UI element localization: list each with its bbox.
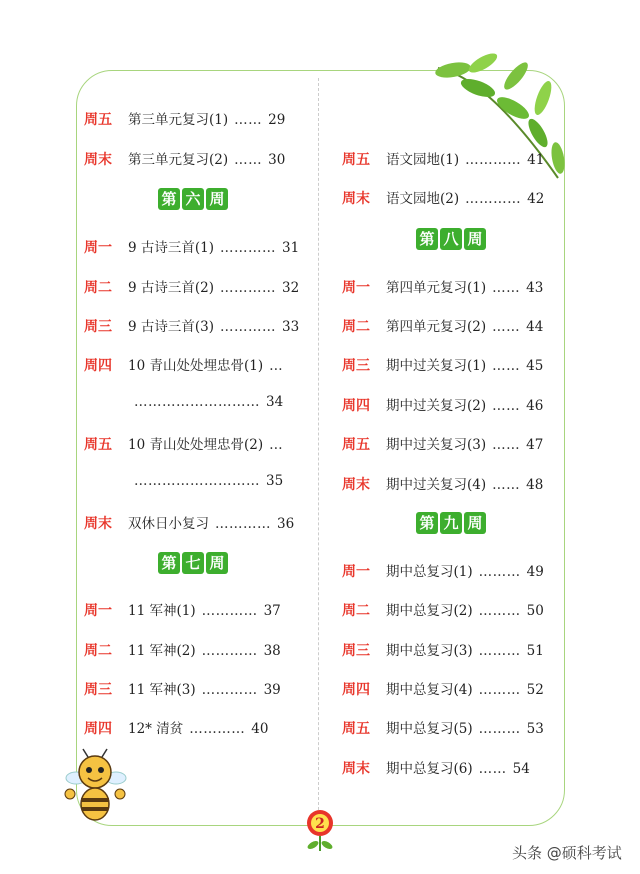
toc-entry[interactable] (342, 717, 544, 738)
column-divider (318, 78, 319, 810)
leader-dots: …… (492, 319, 521, 335)
entry-title: 期中总复习(4) (386, 682, 473, 698)
week-9-heading (416, 512, 486, 534)
entry-title: 10 青山处处埋忠骨(2) (128, 437, 264, 453)
day-label: 周四 (84, 721, 112, 737)
day-label: 周三 (84, 682, 112, 698)
day-label: 周三 (342, 358, 370, 374)
toc-entry[interactable] (342, 599, 544, 620)
day-label: 周末 (342, 761, 370, 777)
day-label: 周末 (84, 516, 112, 532)
leader-dots: …… (492, 358, 521, 374)
toc-entry[interactable] (342, 433, 543, 454)
week-6-heading (158, 188, 228, 210)
page-ref: 42 (527, 191, 545, 207)
week-char: 周 (206, 188, 228, 210)
toc-entry[interactable] (84, 639, 281, 660)
entry-title: 11 军神(3) (128, 682, 196, 698)
leader-dots: ……… (478, 564, 521, 580)
week-char: 六 (182, 188, 204, 210)
page-ref: 51 (526, 643, 544, 659)
page-ref: 49 (526, 564, 544, 580)
toc-entry[interactable] (342, 678, 544, 699)
entry-title: 9 古诗三首(2) (128, 280, 215, 296)
page-ref: 37 (263, 603, 281, 619)
page-ref: 47 (526, 437, 544, 453)
day-label: 周四 (342, 398, 370, 414)
page-ref: 35 (266, 473, 284, 489)
day-label: 周二 (342, 603, 370, 619)
entry-title: 期中总复习(6) (386, 761, 473, 777)
toc-entry[interactable] (84, 599, 281, 620)
page-ref: 31 (282, 240, 300, 256)
entry-title: 第四单元复习(1) (386, 280, 487, 296)
toc-entry[interactable] (84, 354, 289, 375)
leader-dots: ………… (220, 319, 277, 335)
toc-entry[interactable] (84, 512, 294, 533)
day-label: 周二 (342, 319, 370, 335)
week-char: 周 (464, 512, 486, 534)
leader-dots: ……………………… (134, 473, 260, 489)
leader-dots: ………… (215, 516, 271, 532)
day-label: 周五 (342, 152, 370, 168)
page-ref: 36 (277, 516, 295, 532)
entry-title: 第三单元复习(2) (128, 152, 229, 168)
toc-entry[interactable] (84, 236, 299, 257)
toc-entry[interactable] (84, 148, 285, 169)
page-ref: 41 (527, 152, 545, 168)
leader-dots: …… (492, 398, 521, 414)
leader-dots: ……… (478, 721, 521, 737)
leader-dots: ……… (478, 603, 521, 619)
week-char: 第 (416, 228, 438, 250)
day-label: 周一 (84, 240, 112, 256)
toc-entry[interactable] (342, 187, 544, 208)
leader-dots: ……………………… (134, 394, 260, 410)
page-ref: 53 (526, 721, 544, 737)
page-ref: 30 (268, 152, 286, 168)
entry-title: 10 青山处处埋忠骨(1) (128, 358, 264, 374)
page-ref: 39 (263, 682, 281, 698)
entry-title: 12* 清贫 (128, 721, 184, 737)
week-char: 周 (206, 552, 228, 574)
day-label: 周五 (84, 112, 112, 128)
toc-entry[interactable] (342, 639, 544, 660)
page-number-flower (299, 808, 341, 852)
page-ref: 29 (268, 112, 286, 128)
day-label: 周三 (342, 643, 370, 659)
leader-dots: …… (492, 280, 521, 296)
entry-title: 期中总复习(2) (386, 603, 473, 619)
entry-title: 9 古诗三首(1) (128, 240, 215, 256)
day-label: 周五 (342, 721, 370, 737)
day-label: 周一 (84, 603, 112, 619)
page-ref: 48 (526, 477, 544, 493)
leader-dots: ………… (220, 240, 277, 256)
week-char: 第 (158, 188, 180, 210)
toc-entry[interactable] (84, 678, 281, 699)
page-ref: 52 (526, 682, 544, 698)
leader-dots: ………… (201, 643, 258, 659)
leader-dots: ………… (201, 603, 258, 619)
entry-title: 9 古诗三首(3) (128, 319, 215, 335)
leader-dots: ………… (220, 280, 277, 296)
page-ref: 43 (526, 280, 544, 296)
leader-dots: …… (234, 152, 263, 168)
entry-title: 期中总复习(5) (386, 721, 473, 737)
leader-dots: … (269, 437, 284, 453)
watermark: 头条 @硕科考试 (512, 844, 622, 862)
day-label: 周二 (84, 280, 112, 296)
entry-title: 语文园地(1) (386, 152, 460, 168)
toc-entry[interactable] (342, 354, 543, 375)
page-ref: 32 (282, 280, 300, 296)
entry-title: 11 军神(1) (128, 603, 196, 619)
page-ref: 33 (282, 319, 300, 335)
leader-dots: ……… (478, 682, 521, 698)
entry-title: 双休日小复习 (128, 516, 209, 532)
day-label: 周五 (342, 437, 370, 453)
toc-entry[interactable] (84, 433, 289, 454)
toc-entry-continued[interactable] (134, 394, 283, 410)
day-label: 周五 (84, 437, 112, 453)
entry-title: 期中总复习(3) (386, 643, 473, 659)
day-label: 周末 (84, 152, 112, 168)
day-label: 周二 (84, 643, 112, 659)
toc-entry[interactable] (84, 108, 285, 129)
leader-dots: …… (478, 761, 507, 777)
page-ref: 50 (526, 603, 544, 619)
entry-title: 期中总复习(1) (386, 564, 473, 580)
day-label: 周一 (342, 280, 370, 296)
toc-entry[interactable] (84, 315, 299, 336)
week-char: 第 (416, 512, 438, 534)
entry-title: 语文园地(2) (386, 191, 460, 207)
page-ref: 40 (251, 721, 269, 737)
page-ref: 44 (526, 319, 544, 335)
leader-dots: ………… (201, 682, 258, 698)
leader-dots: …… (492, 437, 521, 453)
leader-dots: ……… (478, 643, 521, 659)
day-label: 周四 (84, 358, 112, 374)
week-char: 周 (464, 228, 486, 250)
leader-dots: …… (492, 477, 521, 493)
page-ref: 45 (526, 358, 544, 374)
entry-title: 11 军神(2) (128, 643, 196, 659)
leader-dots: …… (234, 112, 263, 128)
toc-entry[interactable] (342, 276, 543, 297)
leader-dots: ………… (189, 721, 246, 737)
page-ref: 38 (263, 643, 281, 659)
day-label: 周一 (342, 564, 370, 580)
day-label: 周四 (342, 682, 370, 698)
day-label: 周末 (342, 477, 370, 493)
toc-entry[interactable] (84, 276, 299, 297)
entry-title: 期中过关复习(3) (386, 437, 487, 453)
toc-entry[interactable] (342, 394, 543, 415)
entry-title: 期中过关复习(1) (386, 358, 487, 374)
toc-entry[interactable] (84, 717, 268, 738)
toc-entry[interactable] (342, 757, 530, 778)
leader-dots: ………… (465, 191, 522, 207)
entry-title: 期中过关复习(4) (386, 477, 487, 493)
entry-title: 第三单元复习(1) (128, 112, 229, 128)
week-7-heading (158, 552, 228, 574)
toc-entry[interactable] (342, 560, 544, 581)
entry-title: 期中过关复习(2) (386, 398, 487, 414)
week-char: 八 (440, 228, 462, 250)
day-label: 周三 (84, 319, 112, 335)
page-ref: 54 (512, 761, 530, 777)
week-8-heading (416, 228, 486, 250)
page-ref: 46 (526, 398, 544, 414)
toc-entry[interactable] (342, 473, 543, 494)
leader-dots: ………… (465, 152, 522, 168)
week-char: 七 (182, 552, 204, 574)
week-char: 九 (440, 512, 462, 534)
page-ref: 34 (266, 394, 284, 410)
toc-entry[interactable] (342, 148, 544, 169)
entry-title: 第四单元复习(2) (386, 319, 487, 335)
page-number: 2 (315, 816, 325, 832)
week-char: 第 (158, 552, 180, 574)
leader-dots: … (269, 358, 284, 374)
toc-entry-continued[interactable] (134, 473, 283, 489)
toc-entry[interactable] (342, 315, 543, 336)
day-label: 周末 (342, 191, 370, 207)
bee-mascot-icon (58, 748, 132, 826)
